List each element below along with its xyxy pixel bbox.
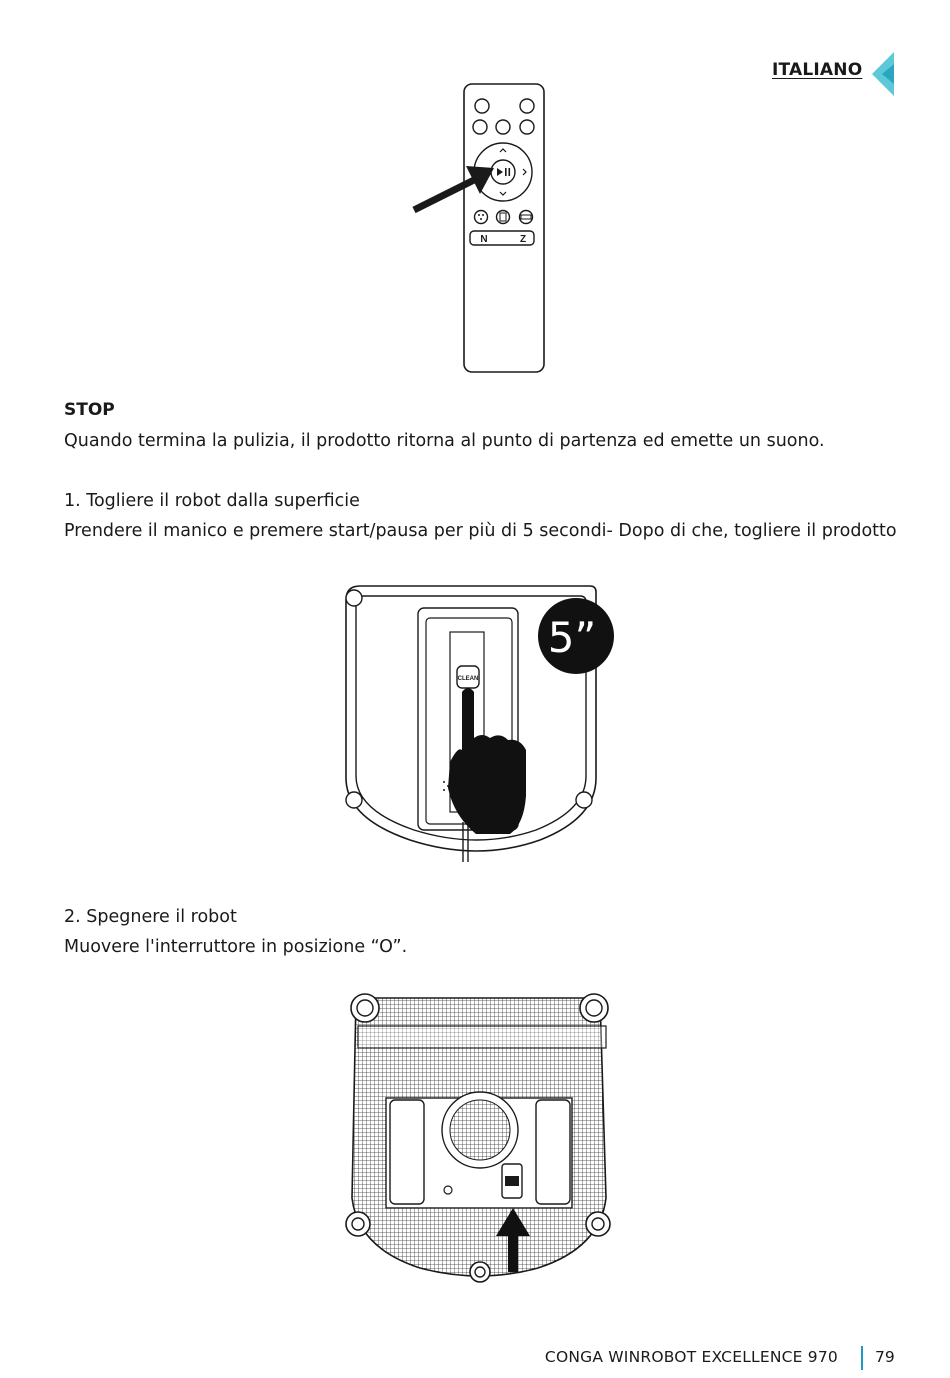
step2-instruction: Muovere l'interruttore in posizione “O”. [64, 937, 408, 957]
stop-intro-text: Quando termina la pulizia, il prodotto ritorna al punto di partenza ed emette un suono. [64, 431, 825, 451]
step1-title: 1. Togliere il robot dalla superficie [64, 491, 360, 511]
clean-button-label: CLEAN [457, 676, 479, 682]
robot-power-switch-illustration [338, 988, 620, 1288]
language-label: ITALIANO [772, 60, 863, 80]
step2-title: 2. Spegnere il robot [64, 907, 237, 927]
robot-handle-press-illustration [340, 578, 616, 872]
section-title-stop: STOP [64, 400, 115, 420]
step1-instruction: Prendere il manico e premere start/pausa per più di 5 secondi- Dopo di che, togliere il prodotto [64, 521, 897, 541]
remote-control-illustration [410, 82, 550, 380]
hold-seconds-text: 5” [547, 613, 597, 662]
remote-mode-n-label: N [480, 234, 488, 245]
language-tab-icon [868, 50, 896, 102]
page-number: 79 [875, 1348, 895, 1366]
hold-5-seconds-badge [538, 598, 614, 674]
footer-divider [861, 1346, 863, 1370]
page-footer [0, 1346, 950, 1370]
footer-product-name: CONGA WINROBOT EXCELLENCE 970 [544, 1348, 838, 1366]
remote-mode-z-label: Z [519, 234, 527, 245]
